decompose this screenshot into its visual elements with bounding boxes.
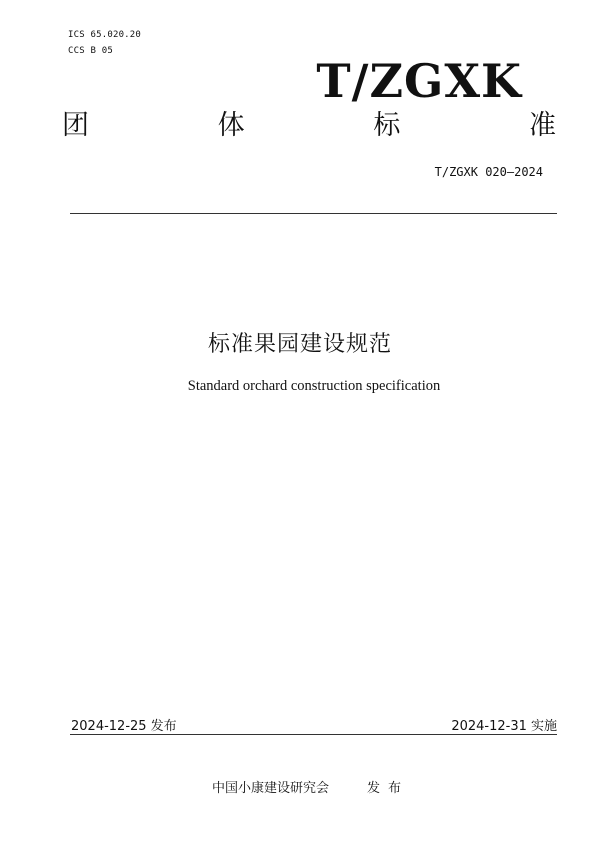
standard-type-char: 团 xyxy=(62,110,89,141)
ics-code: ICS 65.020.20 xyxy=(68,30,142,40)
publish-date: 2024-12-25 发布 xyxy=(71,719,177,734)
standard-type-char: 体 xyxy=(217,110,245,141)
publisher-name: 中国小康建设研究会 xyxy=(212,781,330,796)
standard-number: T/ZGXK 020—2024 xyxy=(434,165,543,179)
top-divider xyxy=(70,213,557,214)
bottom-divider xyxy=(70,734,557,735)
organization-code: T/ZGXK xyxy=(316,54,522,108)
ccs-code: CCS B 05 xyxy=(68,46,113,56)
title-chinese: 标准果园建设规范 xyxy=(207,332,392,357)
standard-type-heading xyxy=(62,112,556,139)
standard-type-char: 准 xyxy=(528,110,556,141)
title-english: Standard orchard construction specification xyxy=(187,378,441,394)
publish-label: 发布 xyxy=(367,781,410,796)
standard-type-char: 标 xyxy=(373,110,401,141)
implement-date: 2024-12-31 实施 xyxy=(451,719,557,734)
